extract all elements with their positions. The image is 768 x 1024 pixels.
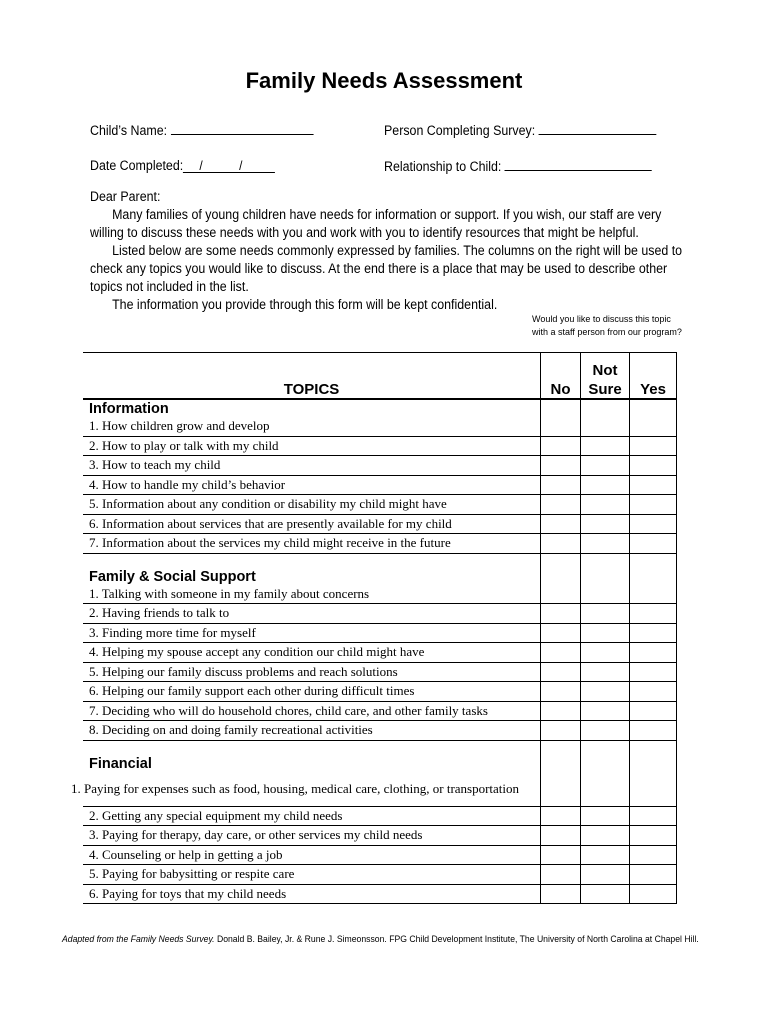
no-checkbox[interactable]	[541, 806, 581, 826]
yes-checkbox[interactable]	[630, 682, 677, 702]
section-header	[83, 399, 677, 417]
yes-checkbox[interactable]	[630, 534, 677, 554]
header-not: Not	[592, 362, 618, 379]
date-completed-field[interactable]	[90, 158, 275, 173]
relationship-field[interactable]	[384, 158, 652, 174]
yes-checkbox[interactable]	[630, 806, 677, 826]
table-row	[83, 826, 677, 846]
table-row	[83, 721, 677, 741]
not-sure-checkbox[interactable]	[581, 662, 630, 682]
table-header	[83, 353, 677, 400]
section-title: Information	[89, 401, 169, 417]
section-spacer	[83, 553, 677, 568]
topic-label: 7. Deciding who will do household chores, child care, and other family tasks	[83, 701, 541, 721]
yes-checkbox[interactable]	[630, 417, 677, 436]
parent-letter	[90, 188, 690, 314]
no-checkbox[interactable]	[541, 662, 581, 682]
not-sure-checkbox[interactable]	[581, 417, 630, 436]
no-checkbox[interactable]	[541, 475, 581, 495]
not-sure-checkbox[interactable]	[581, 643, 630, 663]
yes-checkbox[interactable]	[630, 701, 677, 721]
yes-checkbox[interactable]	[630, 884, 677, 904]
letter-paragraph-1: Many families of young children have needs for information or support. If you wish, our staff are very willing to discuss these needs with you and work with you to identify resources that might be helpful.	[90, 207, 662, 240]
person-completing-field[interactable]	[384, 122, 656, 138]
not-sure-checkbox[interactable]	[581, 534, 630, 554]
not-sure-checkbox[interactable]	[581, 495, 630, 515]
not-sure-checkbox[interactable]	[581, 701, 630, 721]
topic-label: 2. How to play or talk with my child	[83, 436, 541, 456]
no-checkbox[interactable]	[541, 417, 581, 436]
header-yes: Yes	[630, 353, 677, 400]
not-sure-checkbox[interactable]	[581, 604, 630, 624]
childs-name-field[interactable]	[90, 122, 313, 138]
letter-paragraph-2: Listed below are some needs commonly expressed by families. The columns on the right will be used to check any topics you would like to discuss. At the end there is a place that may be used to describe other topics not included in the list.	[90, 243, 683, 294]
section-header	[83, 568, 677, 585]
footer-source: Adapted from the Family Needs Survey.	[62, 934, 215, 944]
table-row	[83, 495, 677, 515]
section-spacer	[83, 740, 677, 755]
topic-label: 5. Helping our family discuss problems and reach solutions	[83, 662, 541, 682]
topic-label: 4. Helping my spouse accept any condition our child might have	[83, 643, 541, 663]
no-checkbox[interactable]	[541, 585, 581, 604]
table-row	[83, 772, 677, 807]
table-row	[83, 475, 677, 495]
table-row	[83, 534, 677, 554]
section-header	[83, 755, 677, 772]
yes-checkbox[interactable]	[630, 721, 677, 741]
yes-checkbox[interactable]	[630, 514, 677, 534]
table-row	[83, 456, 677, 476]
topic-label: 5. Information about any condition or disability my child might have	[83, 495, 541, 515]
childs-name-line[interactable]	[171, 122, 314, 135]
section-title: Family & Social Support	[89, 568, 256, 585]
no-checkbox[interactable]	[541, 643, 581, 663]
no-checkbox[interactable]	[541, 845, 581, 865]
yes-checkbox[interactable]	[630, 436, 677, 456]
no-checkbox[interactable]	[541, 865, 581, 885]
table-row	[83, 662, 677, 682]
not-sure-checkbox[interactable]	[581, 721, 630, 741]
table-row	[83, 417, 677, 436]
topic-label: 3. How to teach my child	[83, 456, 541, 476]
no-checkbox[interactable]	[541, 701, 581, 721]
salutation: Dear Parent:	[90, 189, 161, 204]
not-sure-checkbox[interactable]	[581, 845, 630, 865]
no-checkbox[interactable]	[541, 534, 581, 554]
not-sure-checkbox[interactable]	[581, 772, 630, 807]
topic-label: 5. Paying for babysitting or respite care	[83, 865, 541, 885]
topic-label: 6. Paying for toys that my child needs	[83, 884, 541, 904]
not-sure-checkbox[interactable]	[581, 682, 630, 702]
not-sure-checkbox[interactable]	[581, 623, 630, 643]
table-row	[83, 682, 677, 702]
no-checkbox[interactable]	[541, 826, 581, 846]
relationship-line[interactable]	[505, 158, 652, 171]
table-row	[83, 585, 677, 604]
no-checkbox[interactable]	[541, 884, 581, 904]
table-row	[83, 623, 677, 643]
header-topics: TOPICS	[83, 353, 541, 400]
not-sure-checkbox[interactable]	[581, 884, 630, 904]
page-title: Family Needs Assessment	[245, 68, 523, 93]
not-sure-checkbox[interactable]	[581, 806, 630, 826]
yes-checkbox[interactable]	[630, 456, 677, 476]
discuss-question: Would you like to discuss this topic with a staff person from our program?	[532, 314, 682, 337]
table-row	[83, 604, 677, 624]
yes-checkbox[interactable]	[630, 623, 677, 643]
yes-checkbox[interactable]	[630, 585, 677, 604]
no-checkbox[interactable]	[541, 495, 581, 515]
header-not-sure	[581, 353, 630, 400]
footer-credit: Donald B. Bailey, Jr. & Rune J. Simeonsson. FPG Child Development Institute, The University of North Carolina at Chapel Hill.	[214, 934, 699, 944]
table-row	[83, 806, 677, 826]
date-completed-label: Date Completed:	[90, 158, 184, 173]
topic-label: 6. Information about services that are presently available for my child	[83, 514, 541, 534]
not-sure-checkbox[interactable]	[581, 865, 630, 885]
topic-label: 4. Counseling or help in getting a job	[83, 845, 541, 865]
yes-checkbox[interactable]	[630, 643, 677, 663]
no-checkbox[interactable]	[541, 604, 581, 624]
topic-label: 3. Finding more time for myself	[83, 623, 541, 643]
childs-name-label: Child’s Name:	[90, 123, 168, 138]
table-row	[83, 701, 677, 721]
yes-checkbox[interactable]	[630, 662, 677, 682]
footer-citation	[62, 934, 699, 944]
no-checkbox[interactable]	[541, 623, 581, 643]
table-row	[83, 436, 677, 456]
yes-checkbox[interactable]	[630, 826, 677, 846]
header-no: No	[541, 353, 581, 400]
yes-checkbox[interactable]	[630, 772, 677, 807]
topic-label: 6. Helping our family support each other during difficult times	[83, 682, 541, 702]
needs-table	[71, 352, 677, 904]
yes-checkbox[interactable]	[630, 845, 677, 865]
not-sure-checkbox[interactable]	[581, 514, 630, 534]
topic-label: 4. How to handle my child’s behavior	[83, 475, 541, 495]
date-completed-line[interactable]: / /	[183, 160, 275, 173]
table-row	[83, 514, 677, 534]
topic-label: 2. Having friends to talk to	[83, 604, 541, 624]
table-row	[83, 643, 677, 663]
no-checkbox[interactable]	[541, 436, 581, 456]
person-completing-label: Person Completing Survey:	[384, 123, 536, 138]
yes-checkbox[interactable]	[630, 475, 677, 495]
table-row	[83, 845, 677, 865]
no-checkbox[interactable]	[541, 682, 581, 702]
not-sure-checkbox[interactable]	[581, 475, 630, 495]
not-sure-checkbox[interactable]	[581, 826, 630, 846]
table-row	[83, 865, 677, 885]
no-checkbox[interactable]	[541, 772, 581, 807]
topic-label: 8. Deciding on and doing family recreational activities	[83, 721, 541, 741]
letter-paragraph-3: The information you provide through this form will be kept confidential.	[112, 297, 498, 312]
header-sure: Sure	[588, 381, 622, 398]
section-title: Financial	[89, 755, 152, 772]
topic-label: 3. Paying for therapy, day care, or other services my child needs	[83, 826, 541, 846]
not-sure-checkbox[interactable]	[581, 585, 630, 604]
topic-label: 1. How children grow and develop	[83, 417, 541, 436]
yes-checkbox[interactable]	[630, 865, 677, 885]
topic-label: 2. Getting any special equipment my child needs	[83, 806, 541, 826]
relationship-label: Relationship to Child:	[384, 159, 502, 174]
yes-checkbox[interactable]	[630, 604, 677, 624]
person-completing-line[interactable]	[539, 122, 657, 135]
topic-label: 7. Information about the services my child might receive in the future	[83, 534, 541, 554]
no-checkbox[interactable]	[541, 514, 581, 534]
yes-checkbox[interactable]	[630, 495, 677, 515]
not-sure-checkbox[interactable]	[581, 456, 630, 476]
topic-label: 1. Paying for expenses such as food, housing, medical care, clothing, or transportation	[83, 772, 541, 807]
no-checkbox[interactable]	[541, 721, 581, 741]
no-checkbox[interactable]	[541, 456, 581, 476]
table-row	[83, 884, 677, 904]
not-sure-checkbox[interactable]	[581, 436, 630, 456]
topic-label: 1. Talking with someone in my family about concerns	[83, 585, 541, 604]
